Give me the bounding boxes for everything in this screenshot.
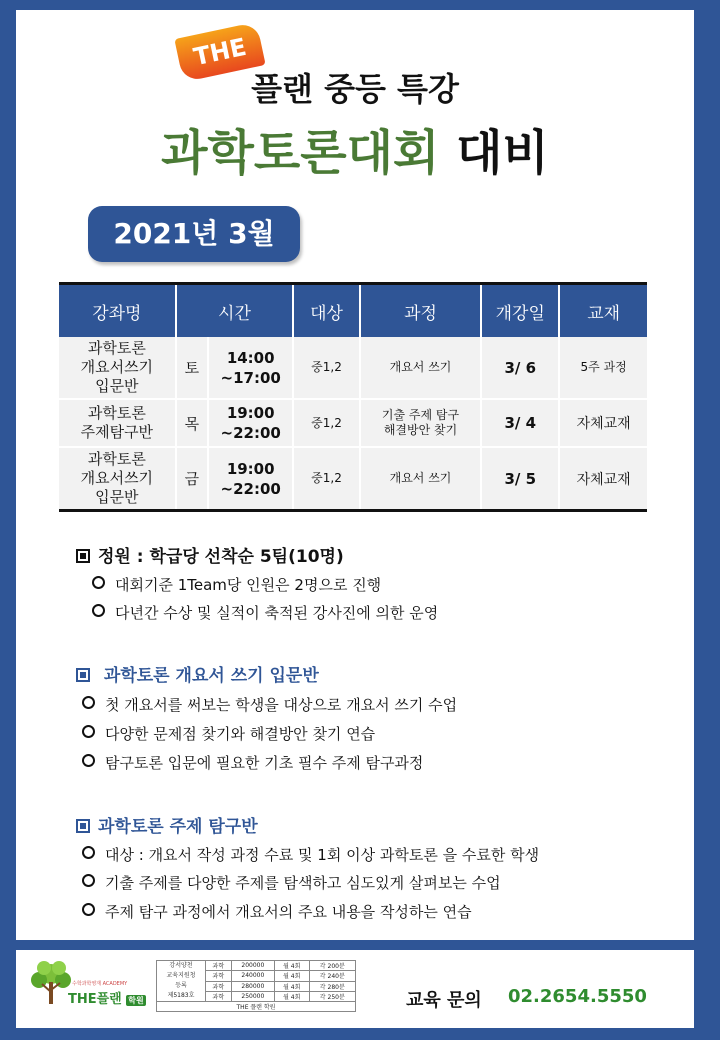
subtitle: 플랜 중등 특강 (251, 70, 459, 108)
course-name-line: 과학토론 (87, 339, 146, 357)
circle-bullet-icon (82, 696, 95, 709)
list-item-text: 첫 개요서를 써보는 학생을 대상으로 개요서 쓰기 수업 (105, 696, 458, 714)
fee-table (156, 960, 356, 1012)
fee-amount: 280000 (231, 981, 274, 991)
header-cell: 과정 (360, 284, 482, 338)
fee-amount: 250000 (231, 991, 274, 1001)
fee-frequency: 월 4회 (274, 961, 309, 971)
fee-amount: 240000 (231, 971, 274, 981)
contact-label: 교육 문의 (406, 990, 482, 1011)
list-item-text: 대상 : 개요서 작성 과정 수료 및 1회 이상 과학토론 을 수료한 학생 (105, 846, 540, 864)
fee-frequency: 월 4회 (274, 991, 309, 1001)
circle-bullet-icon (82, 846, 95, 859)
table-header-row (59, 284, 647, 338)
time-cell (208, 447, 293, 511)
course-cell (360, 399, 482, 447)
registration-line: 등록 (175, 982, 187, 989)
section-title-text: 정원 : 학급당 선착순 5팀(10명) (98, 547, 344, 567)
header-cell: 대상 (293, 284, 359, 338)
fee-subject: 과학 (206, 991, 232, 1001)
list-item (82, 872, 501, 893)
header-cell: 개강일 (481, 284, 559, 338)
table-row (59, 447, 647, 511)
course-name-line: 입문반 (95, 488, 139, 506)
course-name-cell (59, 447, 176, 511)
open-date-cell: 3/ 5 (481, 447, 559, 511)
list-item-text: 대회기준 1Team당 인원은 2명으로 진행 (115, 576, 382, 594)
target-cell: 중1,2 (293, 399, 359, 447)
course-name-line: 개요서쓰기 (80, 358, 154, 376)
list-item (82, 844, 539, 865)
target-cell: 중1,2 (293, 337, 359, 399)
circle-bullet-icon (82, 754, 95, 767)
section-title-text: 과학토론 개요서 쓰기 입문반 (98, 666, 319, 686)
day-cell: 목 (176, 399, 208, 447)
day-cell: 토 (176, 337, 208, 399)
time-end: ~22:00 (220, 479, 281, 498)
list-item (82, 723, 375, 744)
header-cell: 시간 (176, 284, 294, 338)
main-title-black: 대비 (456, 125, 549, 181)
list-item (82, 694, 457, 715)
square-bullet-icon (76, 668, 90, 682)
header-cell: 교재 (559, 284, 647, 338)
list-item-text: 주제 탐구 과정에서 개요서의 주요 내용을 작성하는 연습 (105, 903, 472, 921)
course-name-line: 입문반 (95, 377, 139, 395)
table-row (157, 1002, 356, 1012)
list-item (92, 574, 381, 595)
main-title-green: 과학토론대회 (161, 125, 440, 181)
table-row (59, 337, 647, 399)
fee-subject: 과학 (206, 981, 232, 991)
registration-cell (157, 961, 206, 1002)
book-cell: 자체교재 (559, 399, 647, 447)
list-item (82, 752, 423, 773)
fee-table-footer: THE 플랜 학원 (157, 1002, 356, 1012)
course-line: 개요서 쓰기 (389, 360, 452, 374)
academy-logo (26, 958, 144, 1020)
header-cell: 강좌명 (59, 284, 176, 338)
fee-amount: 200000 (231, 961, 274, 971)
course-line: 개요서 쓰기 (389, 471, 452, 485)
course-name-line: 과학토론 (87, 450, 146, 468)
section-capacity-title (76, 542, 344, 567)
time-end: ~17:00 (220, 368, 281, 387)
course-cell (360, 337, 482, 399)
section-topic-title (76, 812, 258, 837)
footer (16, 950, 694, 1028)
list-item (92, 602, 438, 623)
course-name-line: 주제탐구반 (80, 423, 154, 441)
square-bullet-icon (76, 549, 90, 563)
course-cell (360, 447, 482, 511)
fee-duration: 각 280분 (309, 981, 355, 991)
time-end: ~22:00 (220, 424, 281, 442)
registration-line: 강서양천 (169, 962, 193, 969)
circle-bullet-icon (82, 903, 95, 916)
table-row (157, 961, 356, 971)
time-start: 14:00 (226, 348, 275, 367)
the-badge: THE (174, 22, 265, 83)
course-line: 기출 주제 탐구 (381, 408, 460, 422)
time-cell (208, 399, 293, 447)
open-date-cell: 3/ 4 (481, 399, 559, 447)
course-name-cell (59, 337, 176, 399)
schedule-table (59, 282, 647, 512)
fee-duration: 각 200분 (309, 961, 355, 971)
logo-tag: 학원 (128, 996, 144, 1005)
date-badge: 2021년 3월 (88, 206, 300, 262)
list-item (82, 901, 472, 922)
fee-frequency: 월 4회 (274, 981, 309, 991)
square-bullet-icon (76, 819, 90, 833)
section-intro-title (76, 661, 319, 686)
circle-bullet-icon (82, 725, 95, 738)
time-start: 19:00 (226, 459, 275, 478)
course-name-line: 과학토론 (87, 404, 146, 422)
circle-bullet-icon (82, 874, 95, 887)
course-line: 해결방안 찾기 (383, 423, 458, 437)
logo-main-text: THE플랜 (68, 992, 122, 1007)
list-item-text: 다양한 문제점 찾기와 해결방안 찾기 연습 (105, 725, 376, 743)
list-item-text: 다년간 수상 및 실적이 축적된 강사진에 의한 운영 (115, 604, 439, 622)
time-cell (208, 337, 293, 399)
fee-duration: 각 240분 (309, 971, 355, 981)
course-name-line: 개요서쓰기 (80, 469, 154, 487)
fee-duration: 각 250분 (309, 991, 355, 1001)
circle-bullet-icon (92, 604, 105, 617)
section-title-text: 과학토론 주제 탐구반 (98, 817, 258, 837)
target-cell: 중1,2 (293, 447, 359, 511)
fee-subject: 과학 (206, 961, 232, 971)
list-item-text: 기출 주제를 다양한 주제를 탐색하고 심도있게 살펴보는 수업 (105, 874, 501, 892)
fee-subject: 과학 (206, 971, 232, 981)
course-name-cell (59, 399, 176, 447)
table-row (59, 399, 647, 447)
fee-frequency: 월 4회 (274, 971, 309, 981)
main-title (16, 114, 694, 183)
book-cell: 5주 과정 (559, 337, 647, 399)
flyer-sheet (16, 10, 694, 940)
time-start: 19:00 (226, 404, 275, 422)
book-cell: 자체교재 (559, 447, 647, 511)
contact-phone: 02.2654.5550 (508, 986, 647, 1007)
open-date-cell: 3/ 6 (481, 337, 559, 399)
logo-name (68, 988, 146, 1007)
list-item-text: 탐구토론 입문에 필요한 기초 필수 주제 탐구과정 (105, 754, 424, 772)
circle-bullet-icon (92, 576, 105, 589)
registration-line: 제5183호 (167, 992, 195, 999)
day-cell: 금 (176, 447, 208, 511)
logo-tagline: 수학과학영재 ACADEMY (72, 981, 128, 987)
registration-line: 교육지원청 (166, 972, 196, 979)
